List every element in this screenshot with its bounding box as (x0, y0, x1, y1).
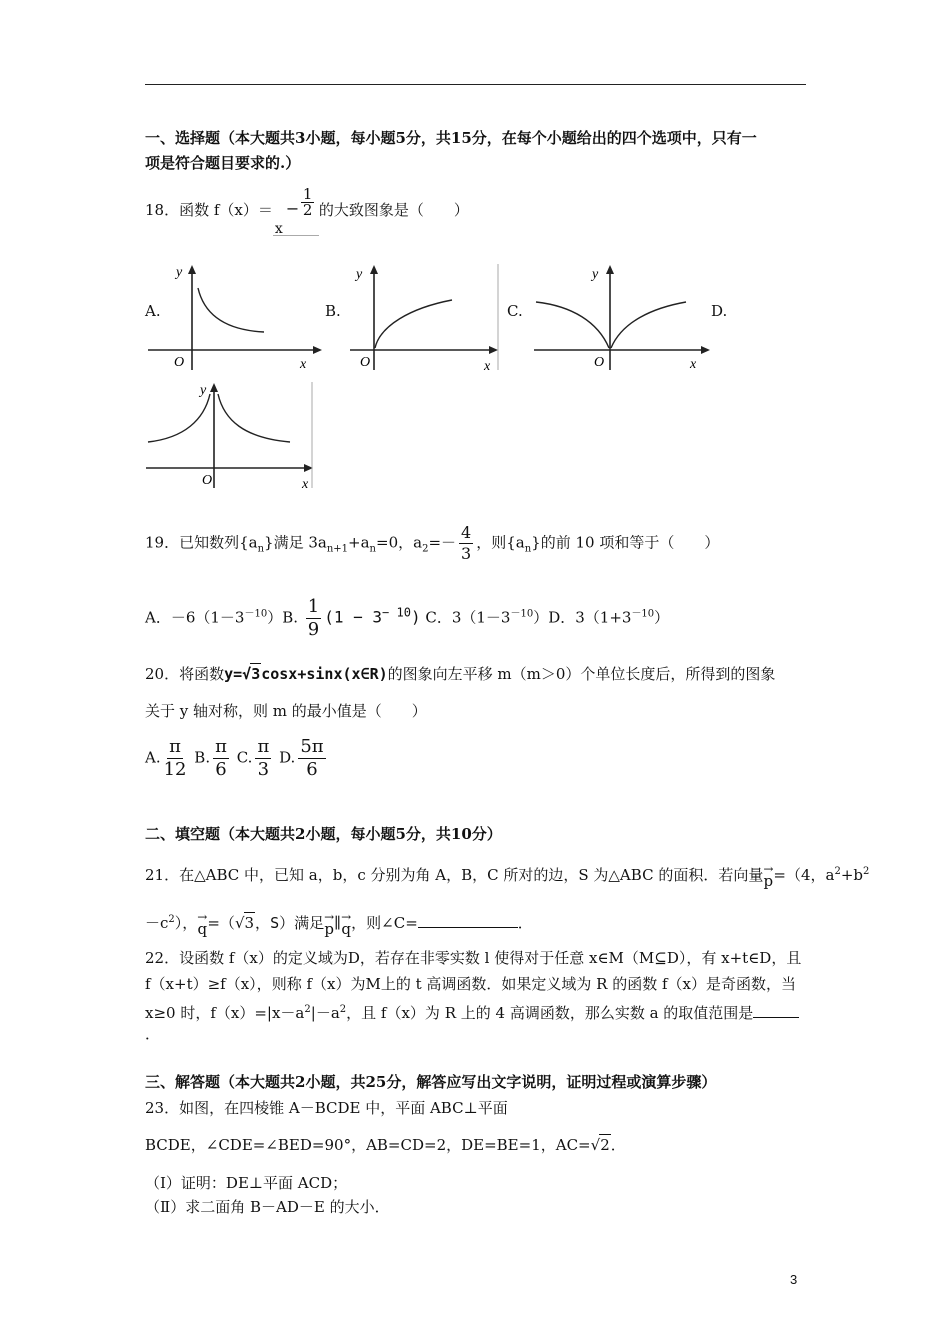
q19-options: A．$-6(1-3^{-10})B$. $\frac{1}{9}$ $(1 - 3^{- 10})$ C．$3(1-3^{-10})D$．$3(1+3^{-10})$ (145, 596, 670, 640)
q22-answer-blank (753, 1017, 799, 1018)
q23-part2: （Ⅱ）求二面角 B－AD－E 的大小． (145, 1198, 390, 1216)
q23-line2: BCDE，∠CDE=∠BED=90°，AB=CD=2，DE=BE=1，AC=√2． (145, 1136, 626, 1154)
axis-y-label: y (176, 265, 183, 280)
q22-line3: x≥0 时，$f(x)=|x-a^2|-a^2$，且 f（x）为 R 上的 4 高调函数，那么实数 a 的取值范围是 (145, 1000, 799, 1023)
q18-option-c-label: C. (507, 302, 523, 320)
q23-line1: 23．如图，在四棱锥 A－BCDE 中，平面 ABC⊥平面 (145, 1099, 508, 1117)
q21-line1: 21．在△ABC 中，已知 a，b，c 分别为角 A，B，C 所对的边，S 为△ABC 的面积．若向量 → p =（4，$a^2+b^2$ (145, 861, 870, 890)
origin-label: O (202, 473, 213, 488)
q20-options: A. $\frac{\pi}{12}$ B. $\frac{\pi}{6}$ C. $\frac{\pi}{3}$ D. $\frac{5\pi}{6}$ (145, 736, 324, 780)
axis-y-label: y (592, 267, 599, 282)
origin-label: O (174, 355, 185, 370)
page-number: 3 (790, 1272, 798, 1287)
q20-line2: 关于 y 轴对称，则 m 的最小值是（ ） (145, 702, 427, 720)
q18-option-a-label: A. (145, 302, 161, 320)
axis-y-label: y (356, 267, 363, 282)
q18-option-b-label: B. (325, 302, 341, 320)
q18-graph-c (532, 262, 712, 372)
axis-y-label: y (200, 383, 207, 398)
q18-base: x (274, 221, 283, 237)
q23-part1: （Ⅰ）证明：DE⊥平面 ACD； (145, 1174, 348, 1192)
q20-line1: 20．将函数y=√3cosx+sinx(x∈R)的图象向左平移 m（m＞0）个单位长度后，所得到的图象 (145, 665, 776, 683)
section1-header-line1: 一、选择题（本大题共3小题，每小题5分，共15分，在每个小题给出的四个选项中，只有一 (145, 129, 757, 147)
top-rule (145, 84, 806, 85)
q21-answer-blank (418, 927, 518, 928)
q18-graph-b (348, 262, 500, 372)
section3-header: 三、解答题（本大题共2小题，共25分，解答应写出文字说明，证明过程或演算步骤） (145, 1073, 717, 1091)
q19-stem: 19．已知数列$\{a_n\}$满足 $3a_{n+1}+a_n=0$，$a_2=-$ $\frac{4}{3}$ ，则$\{a_n\}$的前 10 项和等于（ ） (145, 523, 720, 563)
q18-graph-a (146, 262, 324, 372)
q22-line1: 22．设函数 f（x）的定义域为D，若存在非零实数 l 使得对于任意 x∈M（M⊆D），有 x+t∈D，且 (145, 949, 802, 967)
q18-option-d-label: D. (711, 302, 728, 320)
axis-x-label: x (302, 477, 309, 492)
q22-line4: ． (145, 1025, 161, 1043)
q18-graph-d (144, 380, 319, 492)
q21-line2: $-c^2$）， → q =（√3，S）满足 → p ∥ → q ，则∠C= ． (145, 909, 533, 938)
axis-x-label: x (484, 359, 491, 372)
axis-x-label: x (300, 357, 307, 372)
origin-label: O (360, 355, 371, 370)
section2-header: 二、填空题（本大题共2小题，每小题5分，共10分） (145, 825, 502, 843)
q22-line2: f（x+t）≥f（x），则称 f（x）为M上的 t 高调函数．如果定义域为 R 的函数 f（x）是奇函数，当 (145, 975, 797, 993)
q18-stem: 18．函数 f（x）＝ x − 1 2 的大致图象是（ ） (145, 185, 469, 237)
origin-label: O (594, 355, 605, 370)
section1-header-line2: 项是符合题目要求的.） (145, 154, 301, 172)
axis-x-label: x (690, 357, 697, 372)
